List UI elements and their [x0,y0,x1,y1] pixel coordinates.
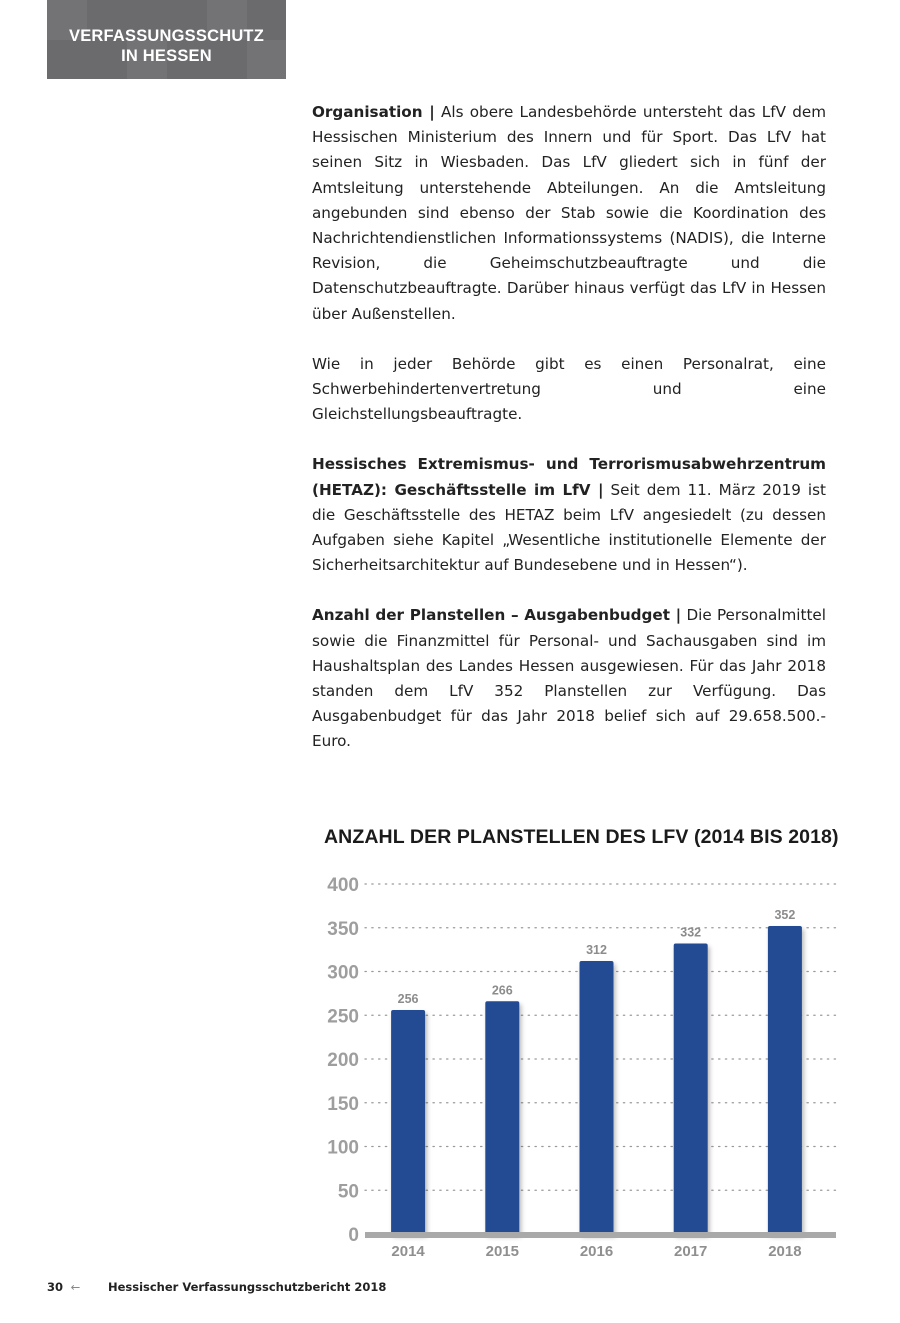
data-label: 352 [774,908,796,922]
paragraph-heading: Organisation | [312,103,435,121]
bar [580,961,614,1234]
bar [485,1001,519,1234]
x-tick-label: 2015 [485,1243,519,1260]
x-tick-label: 2014 [391,1243,425,1260]
data-label: 312 [586,943,607,957]
section-header-line1: VERFASSUNGSSCHUTZ [68,27,264,45]
y-tick-label: 0 [348,1225,359,1246]
x-tick-label: 2018 [768,1243,802,1260]
y-tick-label: 400 [327,875,359,896]
data-label: 266 [491,983,513,998]
bar [768,926,802,1234]
y-tick-label: 200 [327,1050,359,1071]
paragraph-text: Seit dem 11. März 2019 ist die Geschäftsstelle des HETAZ beim LfV angesiedelt (zu dessen Aufgaben siehe Kapitel „Wesentliche institutionelle Elemente der Sicherheitsarchitektur auf Bundesebene und in Hessen“). [312,480,826,575]
back-arrow-icon[interactable]: ← [70,1280,81,1294]
y-tick-label: 350 [327,918,359,940]
y-tick-label: 300 [327,962,359,984]
paragraph-heading: Hessisches Extremismus- und Terrorismusabwehrzentrum (HETAZ): Geschäftsstelle im LfV | [312,455,826,499]
page-number: 30 [47,1280,64,1294]
section-header-line2: IN HESSEN [121,47,212,65]
data-label: 256 [397,992,419,1006]
paragraph-organisation [312,100,826,327]
section-header-title [47,26,286,66]
bar [391,1010,425,1234]
paragraph-text: Wie in jeder Behörde gibt es einen Personalrat, eine Schwerbehindertenvertretung und eine Gleichstellungsbeauftragte. [312,354,826,424]
data-label: 332 [680,925,702,940]
paragraph-personalrat [312,352,826,428]
x-axis-baseline [365,1232,836,1238]
x-tick-label: 2016 [579,1243,614,1260]
page-footer [47,1280,386,1294]
x-tick-label: 2017 [674,1243,708,1260]
paragraph-heading: Anzahl der Planstellen – Ausgabenbudget | [312,606,682,625]
paragraph-text: Die Personalmittel sowie die Finanzmittel für Personal- und Sachausgaben sind im Haushaltsplan des Landes Hessen ausgewiesen. Für das Jahr 2018 standen dem LfV 352 Planstellen zur Verfügung. Das Ausgabenbudget für das Jahr 2018 belief sich auf 29.658.500.- Euro. [312,606,826,751]
paragraph-planstellen [312,603,826,754]
paragraph-text: Als obere Landesbehörde untersteht das LfV dem Hessischen Ministerium des Innern und für Sport. Das LfV hat seinen Sitz in Wiesbaden. Das LfV gliedert sich in fünf der Amtsleitung unterstehende Abteilungen. An die Amtsleitung angebunden sind ebenso der Stab sowie die Koordination des Nachrichtendienstlichen Informationssystems (NADIS), die Interne Revision, die Geheimschutzbeauftragte und die Datenschutzbeauftragte. Darüber hinaus verfügt das LfV in Hessen über Außenstellen. [312,103,826,323]
footer-title: Hessischer Verfassungsschutzbericht 2018 [107,1280,387,1294]
bar-chart [300,860,860,1270]
y-tick-label: 100 [327,1137,359,1159]
bar [674,944,708,1235]
chart-title: ANZAHL DER PLANSTELLEN DES LFV (2014 BIS 2018) [324,826,839,848]
body-text [312,100,826,780]
y-tick-label: 250 [327,1006,359,1028]
paragraph-hetaz [312,452,826,578]
section-header-block [47,0,286,79]
y-tick-label: 50 [337,1181,359,1203]
y-tick-label: 150 [327,1093,359,1115]
